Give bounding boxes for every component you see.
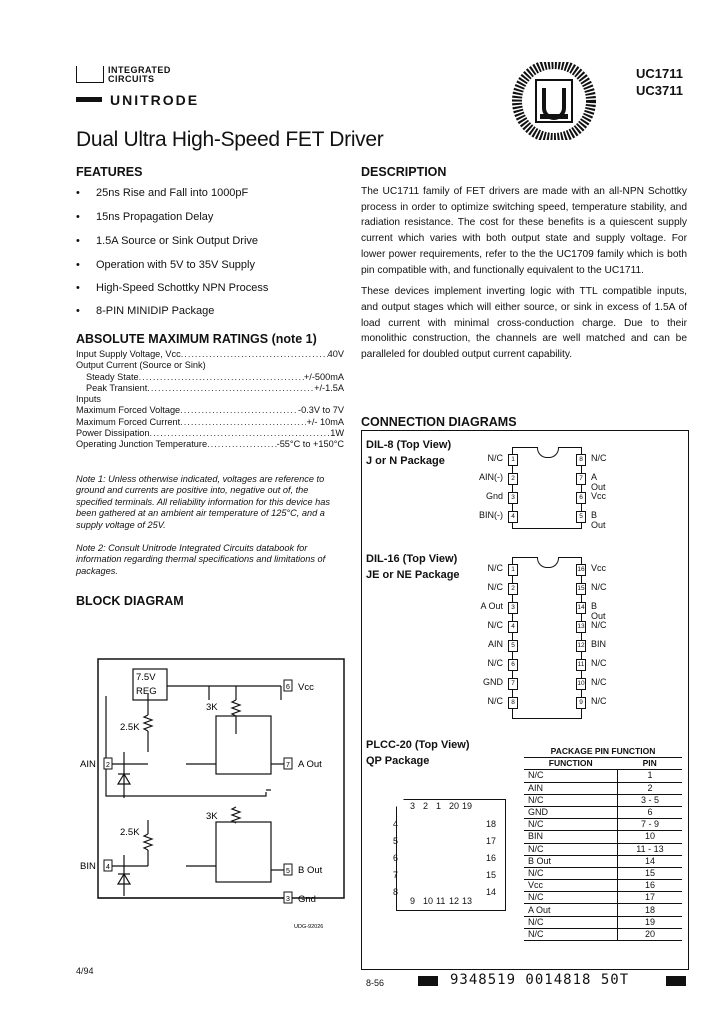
pin-number: 3 xyxy=(508,492,518,504)
pin-cell: 17 xyxy=(617,892,682,904)
rating-row xyxy=(76,383,344,394)
pin-number: 5 xyxy=(393,836,399,846)
feature-item: • High-Speed Schottky NPN Process xyxy=(76,282,269,294)
pin-number: 9 xyxy=(576,697,586,709)
logo-subtitle xyxy=(108,66,171,84)
pin-cell: 14 xyxy=(617,855,682,867)
aout-label: A Out xyxy=(298,759,322,770)
rating-label: Peak Transient xyxy=(86,382,148,393)
pin-label: BIN xyxy=(591,639,607,649)
function-cell: N/C xyxy=(524,794,617,806)
dil16-title: DIL-16 (Top View) xyxy=(366,553,458,565)
pin-number: 1 xyxy=(508,454,518,466)
barcode-block xyxy=(418,976,438,986)
pin-number: 6 xyxy=(576,492,586,504)
pin-number: 10 xyxy=(423,896,434,906)
rating-label: Maximum Forced Current xyxy=(76,416,181,427)
pin-number: 2 xyxy=(423,801,429,811)
brand-name: UNITRODE xyxy=(110,92,200,108)
pin-number: 13 xyxy=(576,621,586,633)
table-row xyxy=(524,892,682,904)
pin-number: 5 xyxy=(576,511,586,523)
rating-label: Power Dissipation xyxy=(76,428,150,439)
pin-number: 7 xyxy=(576,473,586,485)
pin-number: 4 xyxy=(508,511,518,523)
logo-bar xyxy=(76,97,102,102)
dil8-title: DIL-8 (Top View) xyxy=(366,439,452,451)
pin-number: 6 xyxy=(508,659,518,671)
rating-row xyxy=(76,394,344,405)
table-row xyxy=(524,928,682,940)
function-cell: N/C xyxy=(524,916,617,928)
resistor-label: 3K xyxy=(206,811,218,822)
pin-number: 1 xyxy=(436,801,442,811)
function-cell: Vcc xyxy=(524,880,617,892)
pin-number: 6 xyxy=(393,853,399,863)
ratings-heading: ABSOLUTE MAXIMUM RATINGS (note 1) xyxy=(76,332,317,346)
pin-number: 2 xyxy=(508,583,518,595)
pin-label: N/C xyxy=(591,658,607,668)
pin-function-table xyxy=(524,746,682,941)
rating-label: Steady State xyxy=(86,371,139,382)
description-paragraph: The UC1711 family of FET drivers are made with an all-NPN Schottky process in order to optimize switching speed, temperature stability, and radiation resistance. The cost for these benefits is a quiescent supply current which varies with both output state and supply voltage. For lower power requirements, refer to the the UC1709 family which is both pin compatible with, and functionally equivalent to the UC1711. xyxy=(361,186,687,276)
features-heading: FEATURES xyxy=(76,165,143,179)
description-body xyxy=(361,184,687,369)
pin-label: N/C xyxy=(487,563,503,573)
pin-label: N/C xyxy=(487,620,503,630)
pin-number: 8 xyxy=(393,887,399,897)
pin-number: 15 xyxy=(486,870,497,880)
bout-label: B Out xyxy=(298,865,323,876)
pin-label: AIN xyxy=(487,639,503,649)
plcc-subtitle: QP Package xyxy=(366,755,430,767)
table-row xyxy=(524,782,682,794)
leader-dots xyxy=(139,372,304,383)
page-number: 8-56 xyxy=(366,978,385,988)
pin-number: 12 xyxy=(449,896,460,906)
rating-row xyxy=(76,439,344,450)
pin-label: N/C xyxy=(487,582,503,592)
pin-number: 19 xyxy=(462,801,473,811)
pin-cell: 19 xyxy=(617,916,682,928)
rating-row xyxy=(76,405,344,416)
pin-label: N/C xyxy=(591,582,607,592)
pin-cell: 2 xyxy=(617,782,682,794)
feature-item: • 25ns Rise and Fall into 1000pF xyxy=(76,187,249,199)
pin-number: 15 xyxy=(576,583,586,595)
feature-item: • 1.5A Source or Sink Output Drive xyxy=(76,235,259,247)
pin-number: 5 xyxy=(508,640,518,652)
rating-value: +/- 10mA xyxy=(306,416,344,427)
feature-text: 15ns Propagation Delay xyxy=(96,211,214,223)
resistor-label: 2.5K xyxy=(120,827,140,838)
date-label: 4/94 xyxy=(76,966,94,976)
rating-row xyxy=(76,360,344,371)
function-cell: BIN xyxy=(524,831,617,843)
pin-cell: 15 xyxy=(617,867,682,879)
function-cell: N/C xyxy=(524,928,617,940)
pin-label: Vcc xyxy=(591,491,607,501)
table-row xyxy=(524,831,682,843)
table-row xyxy=(524,806,682,818)
description-heading: DESCRIPTION xyxy=(361,165,447,179)
function-cell: N/C xyxy=(524,819,617,831)
table-caption: PACKAGE PIN FUNCTION xyxy=(524,746,682,758)
block-diagram xyxy=(76,612,356,934)
pin-label: N/C xyxy=(487,696,503,706)
barcode-text: 9348519 0014818 50T xyxy=(450,972,630,988)
pin-number: 13 xyxy=(462,896,473,906)
pin-label: B Out xyxy=(591,510,606,530)
pin-cell: 7 - 9 xyxy=(617,819,682,831)
note-1: Note 1: Unless otherwise indicated, voltages are reference to ground and currents are positive into, negative out of, the specified terminals. All reliability information for this device has been gathered at an ambient air temperature of 125°C, and a supply voltage of 25V. xyxy=(76,474,330,530)
table-row xyxy=(524,770,682,782)
leader-dots xyxy=(147,383,314,394)
pin-cell: 6 xyxy=(617,806,682,818)
rating-label: Maximum Forced Voltage xyxy=(76,405,181,416)
rating-label: Input Supply Voltage, Vcc xyxy=(76,349,181,359)
reg-label-2: REG xyxy=(136,686,157,697)
connection-heading: CONNECTION DIAGRAMS xyxy=(361,415,517,429)
part-number-2: UC3711 xyxy=(636,83,683,98)
pin-number: 4 xyxy=(106,864,110,871)
pin-number: 7 xyxy=(286,762,290,769)
pin-label: Gnd xyxy=(485,491,503,501)
pin-label: N/C xyxy=(591,696,607,706)
rating-value: -55°C to +150°C xyxy=(276,439,344,450)
pin-number: 17 xyxy=(486,836,497,846)
pin-number: 3 xyxy=(286,896,290,903)
pin-number: 6 xyxy=(286,684,290,691)
pin-cell: 1 xyxy=(617,770,682,782)
quality-seal-icon xyxy=(494,62,614,140)
pin-cell: 3 - 5 xyxy=(617,794,682,806)
table-row xyxy=(524,794,682,806)
pin-number: 16 xyxy=(576,564,586,576)
rating-row xyxy=(76,428,344,439)
leader-dots xyxy=(180,417,306,428)
table-row xyxy=(524,843,682,855)
pin-number: 20 xyxy=(449,801,460,811)
gnd-label: Gnd xyxy=(298,894,316,905)
rating-row xyxy=(76,372,344,383)
dil8-package xyxy=(479,447,607,530)
pin-label: A Out xyxy=(591,472,606,492)
pin-number: 3 xyxy=(410,801,416,811)
pin-label: N/C xyxy=(487,658,503,668)
pin-number: 4 xyxy=(508,621,518,633)
barcode-block xyxy=(666,976,686,986)
feature-item: • Operation with 5V to 35V Supply xyxy=(76,259,255,271)
dil16-subtitle: JE or NE Package xyxy=(366,569,460,581)
pin-number: 12 xyxy=(576,640,586,652)
resistor-label: 3K xyxy=(206,702,218,713)
pin-number: 4 xyxy=(393,819,399,829)
block-diagram-heading: BLOCK DIAGRAM xyxy=(76,594,184,608)
function-cell: AIN xyxy=(524,782,617,794)
function-cell: GND xyxy=(524,806,617,818)
ratings-list xyxy=(76,349,344,451)
rating-row xyxy=(76,417,344,428)
feature-text: Operation with 5V to 35V Supply xyxy=(96,259,255,271)
bin-label: BIN xyxy=(80,861,96,872)
pin-number: 3 xyxy=(508,602,518,614)
pin-number: 9 xyxy=(410,896,416,906)
pin-number: 1 xyxy=(508,564,518,576)
pin-label: Vcc xyxy=(591,563,607,573)
rating-value: +/-1.5A xyxy=(314,382,344,393)
function-cell: N/C xyxy=(524,892,617,904)
resistor-label: 2.5K xyxy=(120,722,140,733)
pin-label: N/C xyxy=(487,453,503,463)
part-number-1: UC1711 xyxy=(636,66,683,81)
table-row xyxy=(524,904,682,916)
pin-number: 5 xyxy=(286,868,290,875)
rating-value: -0.3V to 7V xyxy=(298,405,344,416)
pin-label: B Out xyxy=(591,601,606,621)
feature-text: 8-PIN MINIDIP Package xyxy=(96,305,215,317)
function-cell: N/C xyxy=(524,770,617,782)
feature-item: • 8-PIN MINIDIP Package xyxy=(76,305,215,317)
leader-dots xyxy=(181,349,328,360)
reg-label-1: 7.5V xyxy=(136,672,156,683)
pin-cell: 10 xyxy=(617,831,682,843)
dil8-subtitle: J or N Package xyxy=(366,455,445,467)
pin-number: 8 xyxy=(508,697,518,709)
rating-value: +/-500mA xyxy=(303,371,344,382)
pin-number: 16 xyxy=(486,853,497,863)
pin-cell: 18 xyxy=(617,904,682,916)
pin-number: 7 xyxy=(393,870,399,880)
plcc20-package xyxy=(393,799,506,911)
package-notch xyxy=(537,557,559,568)
pin-number: 2 xyxy=(508,473,518,485)
table-row xyxy=(524,916,682,928)
feature-text: 1.5A Source or Sink Output Drive xyxy=(96,235,259,247)
pin-number: 7 xyxy=(508,678,518,690)
pin-cell: 16 xyxy=(617,880,682,892)
note-2: Note 2: Consult Unitrode Integrated Circuits databook for information regarding thermal specifications and limitations of packages. xyxy=(76,543,326,576)
table-row xyxy=(524,819,682,831)
logo-line2: CIRCUITS xyxy=(108,74,155,84)
pin-number: 8 xyxy=(576,454,586,466)
pin-number: 11 xyxy=(576,659,586,671)
table-row xyxy=(524,867,682,879)
pin-number: 14 xyxy=(486,887,497,897)
plcc-title: PLCC-20 (Top View) xyxy=(366,739,470,751)
rating-row xyxy=(76,349,344,360)
leader-dots xyxy=(207,439,277,450)
rating-value: 1W xyxy=(330,428,344,439)
col-header: PIN xyxy=(617,758,682,770)
logo-mark xyxy=(76,66,104,83)
col-header: FUNCTION xyxy=(524,758,617,770)
pin-number: 14 xyxy=(576,602,586,614)
feature-text: High-Speed Schottky NPN Process xyxy=(96,282,269,294)
pin-label: A Out xyxy=(480,601,503,611)
pin-label: AIN(-) xyxy=(479,472,503,482)
table-row xyxy=(524,880,682,892)
leader-dots xyxy=(150,428,331,439)
rating-label: Inputs xyxy=(76,394,102,405)
pin-cell: 20 xyxy=(617,928,682,940)
rating-label: Output Current (Source or Sink) xyxy=(76,360,206,371)
pin-label: N/C xyxy=(591,453,607,463)
ain-label: AIN xyxy=(80,759,96,770)
feature-item: • 15ns Propagation Delay xyxy=(76,211,214,223)
package-notch xyxy=(537,447,559,458)
function-cell: N/C xyxy=(524,843,617,855)
pin-label: N/C xyxy=(591,677,607,687)
function-cell: A Out xyxy=(524,904,617,916)
pin-label: GND xyxy=(483,677,503,687)
rating-label: Operating Junction Temperature xyxy=(76,439,208,450)
rating-value: 40V xyxy=(327,349,344,359)
page-title: Dual Ultra High-Speed FET Driver xyxy=(76,128,384,151)
pin-number: 11 xyxy=(436,896,446,906)
pin-cell: 11 - 13 xyxy=(617,843,682,855)
pin-label: BIN(-) xyxy=(479,510,503,520)
leader-dots xyxy=(180,405,298,416)
feature-text: 25ns Rise and Fall into 1000pF xyxy=(96,187,249,199)
table-row xyxy=(524,855,682,867)
function-cell: N/C xyxy=(524,867,617,879)
description-paragraph: These devices implement inverting logic with TTL compatible inputs, and output stages which will either source, or sink in excess of 1.5A of load current with minimal cross-conduction charge. Due to their monolithic construction, the channels are well matched and can be paralleled for doubled output current capability. xyxy=(361,286,687,361)
diagram-code: UDG-92026 xyxy=(294,924,324,930)
vcc-label: Vcc xyxy=(298,682,314,693)
pin-label: N/C xyxy=(591,620,607,630)
function-cell: B Out xyxy=(524,855,617,867)
pin-number: 2 xyxy=(106,762,110,769)
pin-number: 10 xyxy=(576,678,586,690)
logo-line1: INTEGRATED xyxy=(108,65,171,75)
dil16-package xyxy=(480,557,607,719)
pin-number: 18 xyxy=(486,819,497,829)
